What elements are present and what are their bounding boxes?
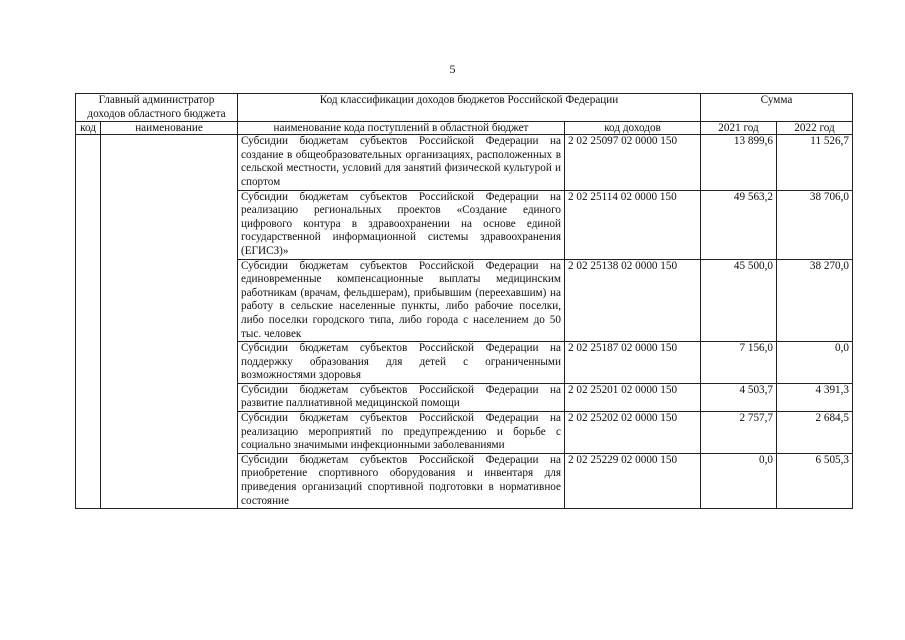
sum-2022-cell: 6 505,3 [777,453,853,508]
sum-2021-cell: 49 563,2 [701,190,777,259]
header-admin: Главный администратор доходов областного бюджета [76,94,238,122]
income-code-cell: 2 02 25097 02 0000 150 [565,135,701,190]
income-code-cell: 2 02 25187 02 0000 150 [565,342,701,384]
admin-code-cell [76,135,101,509]
income-code-cell: 2 02 25202 02 0000 150 [565,412,701,454]
income-name-cell: Субсидии бюджетам субъектов Российской Федерации на реализацию мероприятий по предупреждению и борьбе с социально значимыми инфекционными заболеваниями [238,412,565,454]
page-number: 5 [449,62,456,76]
income-name-cell: Субсидии бюджетам субъектов Российской Федерации на единовременные компенсационные выплаты медицинским работникам (врачам, фельдшерам), прибывшим (переехавшим) на работу в сельские населенные пункты, либо рабочие поселки, либо поселки городского типа, либо города с населением до 50 тыс. человек [238,259,565,342]
header-year-2021: 2021 год [701,122,777,135]
sum-2022-cell: 38 706,0 [777,190,853,259]
income-code-cell: 2 02 25201 02 0000 150 [565,383,701,411]
sum-2022-cell: 38 270,0 [777,259,853,342]
income-name-cell: Субсидии бюджетам субъектов Российской Федерации на приобретение спортивного оборудования и инвентаря для приведения организаций спортивной подготовки в нормативное состояние [238,453,565,508]
income-code-cell: 2 02 25229 02 0000 150 [565,453,701,508]
income-name-cell: Субсидии бюджетам субъектов Российской Федерации на поддержку образования для детей с ограниченными возможностями здоровья [238,342,565,384]
sum-2022-cell: 11 526,7 [777,135,853,190]
revenue-table [75,93,853,509]
income-code-cell: 2 02 25114 02 0000 150 [565,190,701,259]
table-body [76,135,853,509]
header-income-code: код доходов [565,122,701,135]
header-year-2022: 2022 год [777,122,853,135]
table-row [76,135,853,190]
sum-2022-cell: 4 391,3 [777,383,853,411]
sum-2022-cell: 2 684,5 [777,412,853,454]
header-name: наименование [101,122,238,135]
sum-2021-cell: 0,0 [701,453,777,508]
header-code: код [76,122,101,135]
header-classification: Код классификации доходов бюджетов Российской Федерации [238,94,701,122]
admin-name-cell [101,135,238,509]
sum-2021-cell: 7 156,0 [701,342,777,384]
header-row-sub [76,122,853,135]
header-row-main [76,94,853,122]
sum-2022-cell: 0,0 [777,342,853,384]
income-code-cell: 2 02 25138 02 0000 150 [565,259,701,342]
sum-2021-cell: 4 503,7 [701,383,777,411]
sum-2021-cell: 2 757,7 [701,412,777,454]
sum-2021-cell: 13 899,6 [701,135,777,190]
income-name-cell: Субсидии бюджетам субъектов Российской Федерации на развитие паллиативной медицинской помощи [238,383,565,411]
income-name-cell: Субсидии бюджетам субъектов Российской Федерации на реализацию региональных проектов «Создание единого цифрового контура в здравоохранении на основе единой государственной информационной системы здравоохранения (ЕГИСЗ)» [238,190,565,259]
header-sum: Сумма [701,94,853,122]
header-income-name: наименование кода поступлений в областной бюджет [238,122,565,135]
table-header [76,94,853,135]
income-name-cell: Субсидии бюджетам субъектов Российской Федерации на создание в общеобразовательных организациях, расположенных в сельской местности, условий для занятий физической культурой и спортом [238,135,565,190]
sum-2021-cell: 45 500,0 [701,259,777,342]
